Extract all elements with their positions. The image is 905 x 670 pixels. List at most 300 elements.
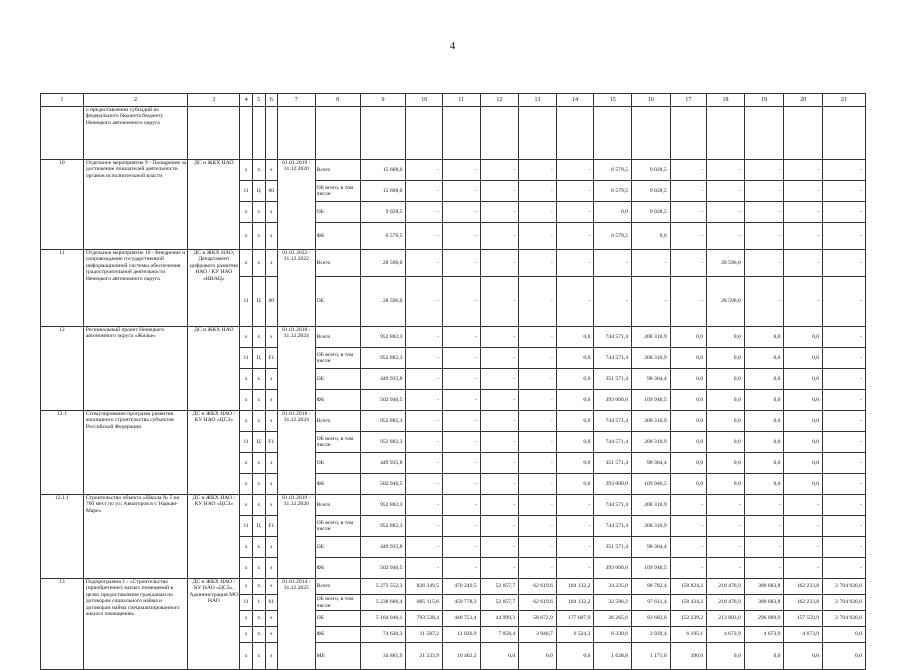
funding-source: Всего (315, 495, 360, 516)
column-header: 19 (744, 94, 784, 107)
value-cell: - (670, 516, 707, 537)
code-cell: x (252, 202, 265, 223)
value-cell: 0,0 (556, 432, 594, 453)
value-cell: 44 999,3 (480, 611, 519, 627)
column-header: 2 (83, 94, 187, 107)
value-cell: 0,0 (480, 643, 519, 670)
page-number: 4 (449, 40, 456, 52)
value-cell: 177 607,9 (556, 611, 594, 627)
empty-cell (443, 107, 481, 160)
value-cell: 208 310,9 (632, 432, 671, 453)
value-cell: 0,0 (744, 411, 784, 432)
value-cell: 208 310,9 (632, 411, 671, 432)
value-cell: - (443, 277, 481, 327)
code-cell: x (240, 369, 253, 390)
empty-cell (823, 107, 866, 160)
value-cell: - (480, 369, 519, 390)
code-cell: x (265, 327, 278, 348)
value-cell: 351 571,4 (594, 369, 632, 390)
value-cell: - (823, 348, 866, 369)
empty-cell (556, 107, 594, 160)
period: 01.01.2018 - 31.12.2024 (278, 327, 316, 411)
value-cell: - (519, 250, 557, 277)
value-cell: - (519, 411, 557, 432)
value-cell: - (784, 223, 823, 250)
value-cell: 744 571,4 (594, 432, 632, 453)
code-cell: x (240, 643, 253, 670)
value-cell: - (406, 202, 443, 223)
value-cell: 0,0 (670, 327, 707, 348)
value-cell: - (406, 495, 443, 516)
value-cell: - (707, 558, 745, 579)
value-cell: 34 885,9 (360, 643, 406, 670)
value-cell: - (707, 537, 745, 558)
value-cell: 5 238 666,4 (360, 595, 406, 611)
value-cell: - (519, 390, 557, 411)
value-cell: 15 608,0 (360, 160, 406, 181)
table-row (41, 250, 866, 277)
code-cell: x (265, 627, 278, 643)
value-cell: - (823, 277, 866, 327)
value-cell: - (556, 202, 594, 223)
activity-name: Отдельное мероприятие 10 - Внедрение и сопровождение государственной информационной системы обеспечения градостроительной деятельности Ненецкого автономного округа (83, 250, 187, 327)
code-cell: x (240, 250, 253, 277)
value-cell: 502 946,5 (360, 558, 406, 579)
column-header: 12 (480, 94, 519, 107)
code-cell: Ц (252, 516, 265, 537)
code-cell: x (265, 611, 278, 627)
value-cell: - (480, 202, 519, 223)
value-cell: - (480, 558, 519, 579)
value-cell: 98 364,4 (632, 453, 671, 474)
code-cell: x (252, 579, 265, 595)
value-cell: - (744, 516, 784, 537)
executor: ДС и ЖКХ НАО / КУ НАО «ЦСЗ» (188, 495, 240, 579)
value-cell: - (744, 277, 784, 327)
value-cell: - (784, 277, 823, 327)
value-cell: 0,0 (707, 474, 745, 495)
value-cell: - (823, 160, 866, 181)
empty-cell (240, 107, 253, 160)
code-cell: x (252, 558, 265, 579)
value-cell: - (480, 411, 519, 432)
empty-cell (744, 107, 784, 160)
value-cell: - (519, 558, 557, 579)
value-cell: - (480, 181, 519, 202)
column-header: 20 (784, 94, 823, 107)
value-cell: - (519, 453, 557, 474)
code-cell: Ц (252, 277, 265, 327)
value-cell: - (443, 432, 481, 453)
code-cell: F1 (265, 432, 278, 453)
value-cell: 300 683,8 (744, 579, 784, 595)
column-header: 18 (707, 94, 745, 107)
value-cell: - (480, 327, 519, 348)
value-cell: 0,0 (632, 223, 671, 250)
value-cell: - (784, 250, 823, 277)
value-cell: - (670, 558, 707, 579)
value-cell: - (406, 250, 443, 277)
period: 01.01.2014 - 31.12.2025 (278, 579, 316, 670)
value-cell: - (707, 160, 745, 181)
value-cell: - (744, 537, 784, 558)
activity-name: Стимулирование программ развития жилищного строительства субъектов Российской Федерации (83, 411, 187, 495)
empty-cell (360, 107, 406, 160)
value-cell: - (480, 495, 519, 516)
value-cell: 0,0 (707, 369, 745, 390)
value-cell: - (443, 202, 481, 223)
empty-cell (41, 107, 84, 160)
value-cell: - (443, 474, 481, 495)
value-cell: 0,0 (744, 327, 784, 348)
column-header: 7 (278, 94, 316, 107)
value-cell: 952 882,3 (360, 348, 406, 369)
code-cell: x (265, 537, 278, 558)
value-cell: 0,0 (744, 432, 784, 453)
executor: ДС и ЖКХ НАО, Департамент цифрового развития НАО / КУ НАО «НИАЦ» (188, 250, 240, 327)
code-cell: 11 (240, 432, 253, 453)
code-cell: x (252, 250, 265, 277)
value-cell: - (480, 250, 519, 277)
value-cell: 296 009,9 (744, 611, 784, 627)
value-cell: - (632, 250, 671, 277)
funding-source: ОБ всего, в том числе: (315, 432, 360, 453)
value-cell: 9 028,5 (632, 160, 671, 181)
value-cell: - (744, 223, 784, 250)
code-cell: 11 (240, 595, 253, 611)
value-cell: - (519, 348, 557, 369)
code-cell: x (265, 579, 278, 595)
value-cell: 0,0 (670, 369, 707, 390)
value-cell: 0,0 (744, 369, 784, 390)
value-cell: 6 579,5 (594, 223, 632, 250)
value-cell: - (406, 432, 443, 453)
value-cell: 0,0 (784, 369, 823, 390)
value-cell: 0,0 (784, 411, 823, 432)
value-cell: - (519, 327, 557, 348)
value-cell: - (707, 495, 745, 516)
funding-source: ОБ (315, 537, 360, 558)
value-cell: 0,0 (707, 453, 745, 474)
value-cell: - (744, 250, 784, 277)
value-cell: - (406, 390, 443, 411)
value-cell: 52 057,7 (480, 579, 519, 595)
empty-cell (707, 107, 745, 160)
value-cell: - (406, 369, 443, 390)
column-header: 11 (443, 94, 481, 107)
value-cell: 208 310,9 (632, 516, 671, 537)
period: 01.01.2019 - 31.12.2020 (278, 495, 316, 579)
table-row (41, 495, 866, 516)
code-cell: x (265, 202, 278, 223)
code-cell: x (240, 558, 253, 579)
code-cell: x (265, 643, 278, 670)
value-cell: 826 349,5 (406, 579, 443, 595)
value-cell: - (519, 474, 557, 495)
value-cell: - (823, 181, 866, 202)
value-cell: 0,0 (784, 327, 823, 348)
value-cell: 0,0 (744, 348, 784, 369)
value-cell: - (519, 495, 557, 516)
value-cell: 52 057,7 (480, 595, 519, 611)
code-cell: x (240, 611, 253, 627)
value-cell: - (406, 160, 443, 181)
code-cell: x (252, 390, 265, 411)
value-cell: 952 882,3 (360, 327, 406, 348)
code-cell: x (252, 495, 265, 516)
header-row (41, 94, 866, 107)
empty-cell (784, 107, 823, 160)
value-cell: - (707, 516, 745, 537)
budget-table (40, 93, 866, 670)
value-cell: - (823, 537, 866, 558)
code-cell: x (240, 537, 253, 558)
code-cell: x (265, 369, 278, 390)
value-cell: - (823, 453, 866, 474)
period: 01.01.2019 - 31.12.2020 (278, 160, 316, 250)
period: 01.01.2018 - 31.12.2024 (278, 411, 316, 495)
code-cell: x (240, 390, 253, 411)
value-cell: - (443, 537, 481, 558)
code-cell: x (265, 390, 278, 411)
value-cell: - (784, 202, 823, 223)
continuation-row (41, 107, 866, 160)
column-header: 14 (556, 94, 594, 107)
value-cell: 952 882,3 (360, 432, 406, 453)
column-header: 16 (632, 94, 671, 107)
value-cell: 162 233,8 (784, 595, 823, 611)
value-cell: - (556, 516, 594, 537)
value-cell: - (823, 558, 866, 579)
row-number: 13 (41, 579, 84, 670)
value-cell: 744 571,4 (594, 348, 632, 369)
value-cell: 74 620,3 (360, 627, 406, 643)
value-cell: 393 000,0 (594, 390, 632, 411)
value-cell: - (632, 277, 671, 327)
funding-source: Всего (315, 411, 360, 432)
value-cell: - (823, 327, 866, 348)
value-cell: 4 673,9 (707, 627, 745, 643)
value-cell: - (823, 411, 866, 432)
value-cell: - (480, 277, 519, 327)
value-cell: 0,0 (707, 643, 745, 670)
value-cell: 0,0 (556, 453, 594, 474)
value-cell: 9 028,5 (632, 181, 671, 202)
executor: ДС и ЖКХ НАО (188, 160, 240, 250)
code-cell: x (252, 327, 265, 348)
value-cell: - (823, 495, 866, 516)
value-cell: - (480, 348, 519, 369)
period: 01.01.2022 - 31.12.2022 (278, 250, 316, 327)
value-cell: 0,0 (744, 453, 784, 474)
executor: ДС и ЖКХ НАО / КУ НАО «ЦСЗ», Администрация МО НАО (188, 579, 240, 670)
value-cell: 0,0 (784, 432, 823, 453)
value-cell: - (784, 558, 823, 579)
value-cell: 6 195,1 (670, 627, 707, 643)
funding-source: ОБ всего, в том числе: (315, 348, 360, 369)
value-cell: - (670, 223, 707, 250)
code-cell: 11 (240, 181, 253, 202)
value-cell: - (784, 495, 823, 516)
funding-source: Всего (315, 579, 360, 595)
value-cell: - (744, 495, 784, 516)
funding-source: ОБ (315, 611, 360, 627)
value-cell: 11 587,2 (406, 627, 443, 643)
value-cell: 3 946,7 (519, 627, 557, 643)
value-cell: 744 571,4 (594, 495, 632, 516)
code-cell: x (252, 369, 265, 390)
value-cell: - (823, 202, 866, 223)
value-cell: 744 571,4 (594, 411, 632, 432)
value-cell: 448 751,4 (443, 611, 481, 627)
value-cell: 0,0 (594, 202, 632, 223)
column-header: 1 (41, 94, 84, 107)
code-cell: x (240, 627, 253, 643)
value-cell: - (707, 223, 745, 250)
value-cell: 0,0 (556, 348, 594, 369)
value-cell: - (670, 250, 707, 277)
value-cell: - (406, 277, 443, 327)
column-header: 5 (252, 94, 265, 107)
value-cell: 1 171,0 (632, 643, 671, 670)
value-cell: 0,0 (670, 348, 707, 369)
column-header: 6 (265, 94, 278, 107)
value-cell: - (443, 516, 481, 537)
value-cell: - (519, 537, 557, 558)
value-cell: 459 778,3 (443, 595, 481, 611)
value-cell: 15 608,0 (360, 181, 406, 202)
value-cell: 9 028,5 (632, 202, 671, 223)
value-cell: - (443, 411, 481, 432)
value-cell: - (480, 390, 519, 411)
value-cell: 62 619,6 (519, 579, 557, 595)
funding-source: ОБ всего, в том числе: (315, 595, 360, 611)
code-cell: x (240, 453, 253, 474)
column-header: 17 (670, 94, 707, 107)
value-cell: 393 000,0 (594, 474, 632, 495)
code-cell: x (265, 411, 278, 432)
value-cell: - (519, 369, 557, 390)
value-cell: - (519, 181, 557, 202)
funding-source: ОБ (315, 369, 360, 390)
value-cell: 28 596,0 (360, 250, 406, 277)
value-cell: 351 571,4 (594, 453, 632, 474)
funding-source: ФБ (315, 390, 360, 411)
value-cell: 393 000,0 (594, 558, 632, 579)
activity-name: Строительство объекта «Школа № 5 на 700 мест по ул. Авиаторов в г. Нарьян-Маре» (83, 495, 187, 579)
value-cell: 152 239,2 (670, 611, 707, 627)
code-cell: x (265, 558, 278, 579)
row-number: 12 (41, 327, 84, 411)
empty-cell (670, 107, 707, 160)
column-header: 9 (360, 94, 406, 107)
value-cell: - (480, 537, 519, 558)
value-cell: - (443, 327, 481, 348)
value-cell: - (823, 223, 866, 250)
activity-name: Отдельное мероприятие 9 - Поощрение за достижение показателей деятельности органов исполнительной власти (83, 160, 187, 250)
value-cell: - (406, 348, 443, 369)
value-cell: - (823, 516, 866, 537)
value-cell: 213 803,0 (707, 611, 745, 627)
activity-name: Подпрограмма 1 - «Строительство (приобретение) жилых помещений в целях предоставления гражданам по договорам социального найма и договорам найма специализированного жилого помещения» (83, 579, 187, 670)
value-cell: 952 882,3 (360, 411, 406, 432)
empty-cell (278, 107, 316, 160)
value-cell: - (519, 202, 557, 223)
value-cell: 0,0 (556, 474, 594, 495)
value-cell: - (784, 516, 823, 537)
value-cell: - (443, 495, 481, 516)
value-cell: 32 596,2 (594, 595, 632, 611)
value-cell: 0,0 (556, 411, 594, 432)
value-cell: 502 946,5 (360, 474, 406, 495)
empty-cell (265, 107, 278, 160)
value-cell: 5 164 046,1 (360, 611, 406, 627)
value-cell: 208 310,9 (632, 495, 671, 516)
value-cell: 0,0 (670, 411, 707, 432)
code-cell: F1 (265, 516, 278, 537)
value-cell: 218 476,9 (707, 595, 745, 611)
value-cell: - (670, 202, 707, 223)
value-cell: - (823, 369, 866, 390)
value-cell: 10 462,2 (443, 643, 481, 670)
table-row (41, 327, 866, 348)
value-cell: - (443, 250, 481, 277)
value-cell: 0,0 (556, 390, 594, 411)
value-cell: - (443, 453, 481, 474)
empty-cell (594, 107, 632, 160)
value-cell: 184 132,2 (556, 579, 594, 595)
funding-source: Всего (315, 160, 360, 181)
value-cell: 157 559,9 (784, 611, 823, 627)
value-cell: 502 946,5 (360, 390, 406, 411)
value-cell: 0,0 (784, 453, 823, 474)
value-cell: 2 704 926,6 (823, 579, 866, 595)
value-cell: - (519, 160, 557, 181)
value-cell: 62 619,6 (519, 595, 557, 611)
value-cell: - (443, 160, 481, 181)
value-cell: 3 929,4 (632, 627, 671, 643)
value-cell: - (670, 277, 707, 327)
value-cell: 744 571,4 (594, 516, 632, 537)
value-cell: - (480, 474, 519, 495)
column-header: 3 (188, 94, 240, 107)
value-cell: - (670, 495, 707, 516)
value-cell: 1 628,8 (594, 643, 632, 670)
code-cell: x (265, 160, 278, 181)
value-cell: 0,0 (784, 390, 823, 411)
value-cell: - (784, 537, 823, 558)
funding-source: Всего (315, 327, 360, 348)
code-cell: x (252, 453, 265, 474)
value-cell: - (744, 160, 784, 181)
code-cell: 00 (265, 181, 278, 202)
table-row (41, 160, 866, 181)
value-cell: 0,0 (670, 474, 707, 495)
empty-cell (480, 107, 519, 160)
value-cell: - (443, 181, 481, 202)
value-cell: - (556, 250, 594, 277)
table-row (41, 579, 866, 595)
code-cell: x (252, 223, 265, 250)
value-cell: - (406, 516, 443, 537)
value-cell: - (670, 537, 707, 558)
code-cell: x (240, 160, 253, 181)
value-cell: - (823, 250, 866, 277)
value-cell: - (443, 348, 481, 369)
row-number: 12.1.1 (41, 495, 84, 579)
value-cell: - (519, 223, 557, 250)
value-cell: - (556, 181, 594, 202)
